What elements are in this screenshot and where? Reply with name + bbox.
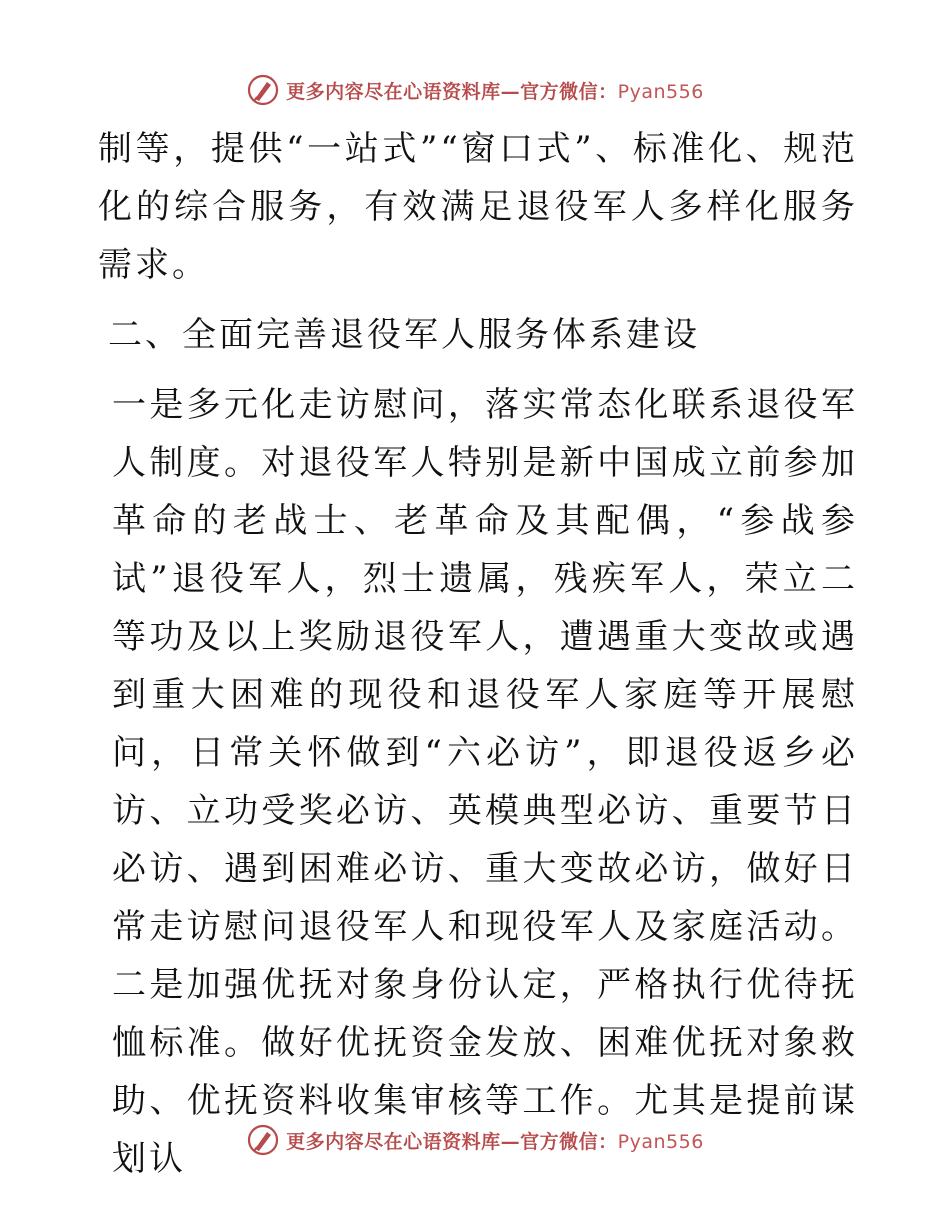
watermark-header	[0, 70, 950, 110]
watermark-footer	[0, 1120, 950, 1160]
quill-pen-logo-icon	[246, 73, 280, 107]
quill-pen-logo-icon	[246, 1123, 280, 1157]
paragraph-body: 一是多元化走访慰问，落实常态化联系退役军人制度。对退役军人特别是新中国成立前参加革命的老战士、老革命及其配偶，“参战参试”退役军人，烈士遗属，残疾军人，荣立二等功及以上奖励退役军人，遭遇重大变故或遇到重大困难的现役和退役军人家庭等开展慰问，日常关怀做到“六必访”，即退役返乡必访、立功受奖必访、英模典型必访、重要节日必访、遇到困难必访、重大变故必访，做好日常走访慰问退役军人和现役军人及家庭活动。二是加强优抚对象身份认定，严格执行优待抚恤标准。做好优抚资金发放、困难优抚对象救助、优抚资料收集审核等工作。尤其是提前谋划认	[112, 385, 858, 1179]
watermark-text: 更多内容尽在心语资料库—官方微信：Pyan556	[286, 80, 704, 103]
watermark-text: 更多内容尽在心语资料库—官方微信：Pyan556	[286, 1130, 704, 1153]
document-body	[98, 120, 858, 1188]
paragraph-continued: 制等，提供“一站式”“窗口式”、标准化、规范化的综合服务，有效满足退役军人多样化服务需求。	[98, 129, 858, 285]
section-heading: 二、全面完善退役军人服务体系建设	[108, 315, 700, 355]
